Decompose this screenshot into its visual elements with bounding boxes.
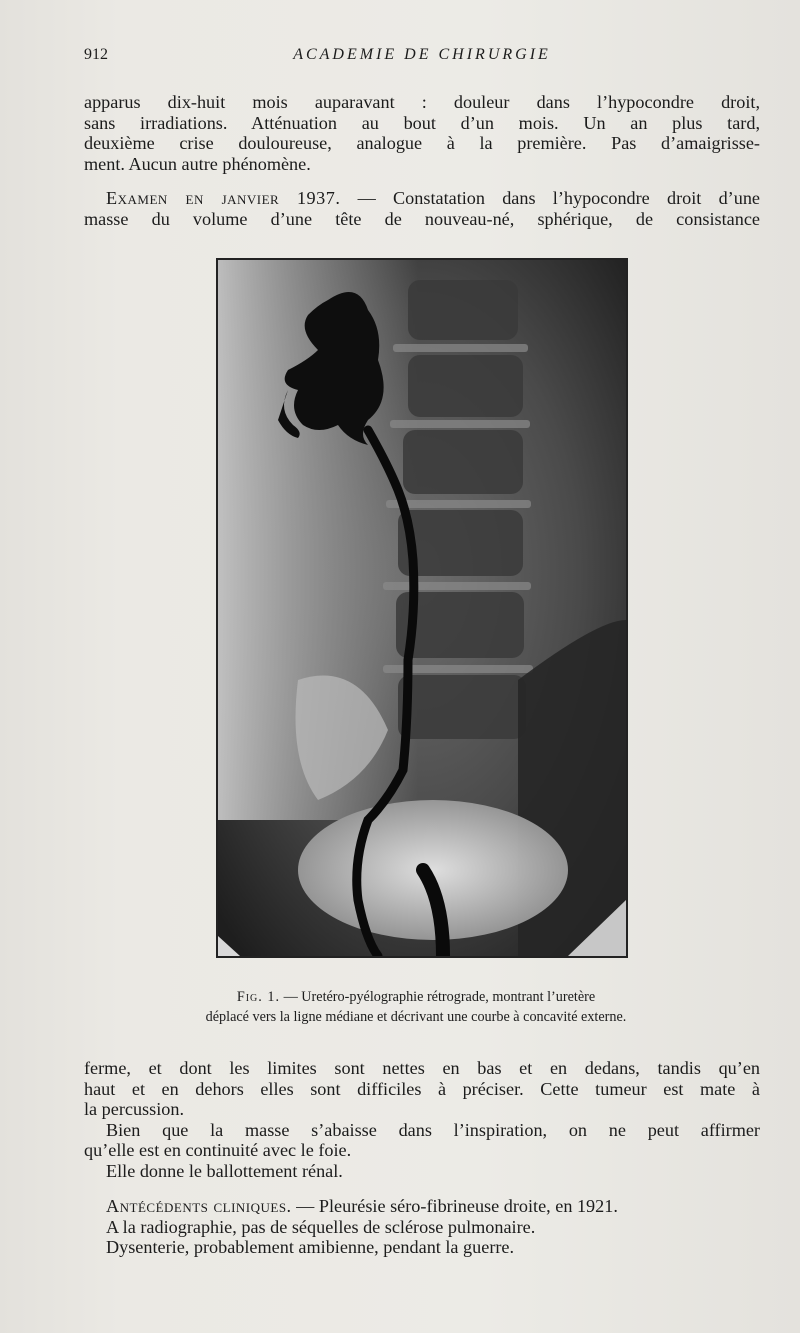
- text-line: ment. Aucun autre phénomène.: [84, 153, 311, 174]
- journal-title: ACADEMIE DE CHIRURGIE: [293, 46, 551, 63]
- text-line: Elle donne le ballottement rénal.: [106, 1160, 343, 1181]
- text-line: la percussion.: [84, 1099, 185, 1119]
- x-ray-image: [218, 260, 626, 956]
- running-header: [84, 46, 760, 70]
- text-line: A la radiographie, pas de séquelles de sclérose pulmonaire.: [106, 1216, 536, 1237]
- pelvis-shadow: [298, 800, 568, 940]
- paragraph-findings: [84, 1058, 760, 1181]
- text-line: Bien que la masse s’abaisse dans l’inspiration, on ne peut affirmer: [106, 1119, 760, 1140]
- text-line: [84, 1196, 760, 1217]
- text-line: Dysenterie, probablement amibienne, pendant la guerre.: [106, 1237, 515, 1257]
- figure-label: Fig. 1.: [236, 989, 281, 1005]
- page-number: 912: [84, 46, 108, 63]
- text-line: apparus dix-huit mois auparavant : douleur dans l’hypocondre droit,: [84, 92, 760, 112]
- text-line: sans irradiations. Atténuation au bout d’un mois. Un an plus tard,: [84, 112, 760, 133]
- text-line: qu’elle est en continuité avec le foie.: [84, 1140, 352, 1160]
- caption-line: déplacé vers la ligne médiane et décrivant une courbe à concavité externe.: [205, 1009, 627, 1025]
- figure-caption: [96, 987, 736, 1027]
- paragraph-history: [84, 92, 760, 174]
- text-line: haut et en dehors elles sont difficiles à préciser. Cette tumeur est mate à: [84, 1078, 760, 1099]
- text-fragment: — Pleurésie séro-fibrineuse droite, en 1921.: [291, 1196, 618, 1216]
- caption-text: — Uretéro-pyélographie rétrograde, montrant l’uretère: [280, 989, 596, 1005]
- text-line: deuxième crise douloureuse, analogue à la première. Pas d’amaigrisse-: [84, 133, 760, 153]
- paragraph-examination: [84, 188, 760, 229]
- text-line: [84, 188, 760, 209]
- section-heading: Antécédents cliniques.: [106, 1196, 292, 1216]
- text-line: ferme, et dont les limites sont nettes en bas et en dedans, tandis qu’en: [84, 1058, 760, 1078]
- text-line: masse du volume d’une tête de nouveau-né, sphérique, de consistance: [84, 208, 760, 229]
- caption-line: [96, 987, 736, 1007]
- x-ray-figure: [216, 258, 628, 958]
- text-fragment: — Constatation dans l’hypocondre droit d’une: [340, 188, 760, 208]
- section-heading: Examen en janvier 1937.: [106, 188, 341, 208]
- paragraph-antecedents: [84, 1196, 760, 1258]
